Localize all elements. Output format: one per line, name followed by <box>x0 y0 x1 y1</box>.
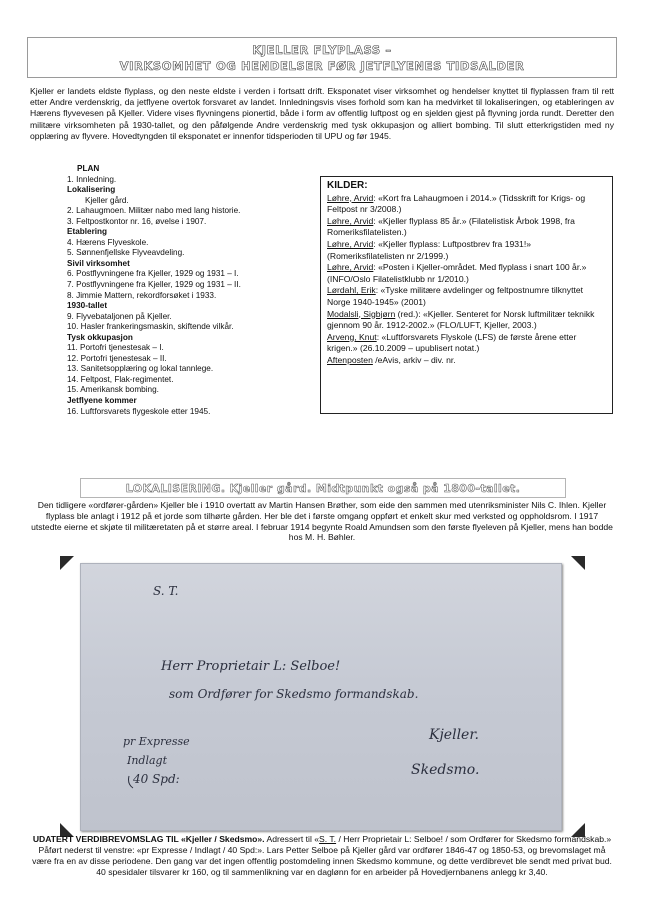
section-title-box <box>80 478 566 498</box>
source-entry <box>327 285 606 308</box>
source-author: Løhre, Arvid <box>327 238 374 249</box>
sources-entries <box>327 193 606 367</box>
cover-caption <box>30 834 614 878</box>
photo-corner <box>60 556 74 570</box>
source-author: Lørdahl, Erik <box>327 285 376 296</box>
source-entry <box>327 239 606 262</box>
source-text: /eAvis, arkiv – div. nr. <box>372 354 456 365</box>
plan-item: 4. Hærens Flyveskole. <box>67 237 149 247</box>
plan-section-heading: Etablering <box>67 227 108 237</box>
source-text: : «Luftforsvarets Flyskole (LFS) de første årene etter krigen.» (26.10.2009 – upublisert notat.) <box>327 331 577 354</box>
sources-box <box>320 176 613 414</box>
intro-paragraph: Kjeller er landets eldste flyplass, og den neste eldste i verden i fortsatt drift. Eksponatet viser virksomhet og hendelser knyttet til flyplassen fram til rett etter Andre verdenskrig, da jetflyene overtok forsvaret av landet. Innledningsvis vises forhold som kan ha medvirket til lokaliseringen, og etableringen av Hærens flyvevesen på Kjeller. Videre vises flyvningens pionertid, både i form av offentlig luftpost og en sjelden gjest på flyvning jorda rundt. Deretter den militære virksomheten på 1930-tallet, og den påfølgende Andre verdenskrig med tysk okkupasjon og alliert bombing. Til slutt etterkrigstiden med ny opplæring av flyvere. Hovedtyngden til eksponatet er innenfor tidsperioden til UPU og før 1945. <box>30 86 614 141</box>
letter-cover-image <box>80 563 562 831</box>
plan-item: 2. Lahaugmoen. Militær nabo med lang historie. <box>67 206 241 216</box>
photo-corner <box>571 556 585 570</box>
hw-place1: Kjeller. <box>429 727 479 743</box>
source-entry <box>327 309 606 332</box>
source-text: : «Kjeller flyplass 85 år.» (Filatelistisk Årbok 1998, fra Romeriksfilatelisten.) <box>327 215 575 238</box>
source-entry <box>327 332 606 355</box>
hw-place2: Skedsmo. <box>411 762 480 778</box>
source-entry <box>327 355 606 367</box>
plan-item: 15. Amerikansk bombing. <box>67 385 159 395</box>
hw-note2: Indlagt <box>127 754 168 767</box>
hw-note3: 40 Spd: <box>133 772 180 786</box>
hw-address-line1: Herr Proprietair L: Selboe! <box>161 659 341 674</box>
caption-part1: Adressert til « <box>264 834 320 844</box>
hw-st: S. T. <box>153 584 179 598</box>
caption-bold: UDATERT VERDIBREVOMSLAG TIL «Kjeller / Skedsmo». <box>32 834 265 844</box>
plan-item: 12. Portofri tjenestesak – II. <box>67 353 167 363</box>
section-paragraph: Den tidligere «ordfører-gården» Kjeller ble i 1910 overtatt av Martin Hansen Brøther, som eide den sammen med utenriksminister Nils C. Ihlen. Kjeller flyplass ble anlagt i 1912 på et jorde som tilhørte gården. Her ble det i første omgang oppført et enkelt skur med verksted og oppholdsrom. I 1917 utstedte eierne et skjøte til militæretaten på et større areal. I februar 1914 begynte Roald Amundsen som den første flyeleven på Kjeller, mens han bodde hos M. H. Bøhler. <box>31 500 613 543</box>
plan-item: 6. Postflyvningene fra Kjeller, 1929 og 1931 – I. <box>67 269 239 279</box>
plan-item: 16. Luftforsvarets flygeskole etter 1945. <box>67 406 211 416</box>
plan-item: 9. Flyvebataljonen på Kjeller. <box>67 311 172 321</box>
source-author: Løhre, Arvid <box>327 192 374 203</box>
source-author: Løhre, Arvid <box>327 262 374 273</box>
source-author: Modalsli, Sigbjørn <box>327 308 396 319</box>
source-text: (red.): «Kjeller. Senteret for Norsk luftmilitær teknikk gjennom 90 år. 1912-2002.» (FLO/LUFT, Kjeller, 2003.) <box>327 308 595 331</box>
sources-heading: KILDER: <box>327 180 368 191</box>
handwriting-svg <box>81 564 563 832</box>
plan-list <box>67 164 317 417</box>
exhibit-title-line1: KJELLER FLYPLASS – <box>252 43 392 57</box>
plan-items <box>67 175 317 418</box>
source-text: : «Kjeller flyplass: Luftpostbrev fra 1931!» (Romeriksfilatelisten nr 2/1999.) <box>327 238 531 261</box>
plan-section-heading: Lokalisering <box>67 185 116 195</box>
plan-item: 13. Sanitetsopplæring og lokal tannlege. <box>67 364 214 374</box>
plan-item: 8. Jimmie Mattern, rekordforsøket i 1933. <box>67 290 217 300</box>
source-author: Aftenposten <box>327 354 373 365</box>
plan-section-heading: Jetflyene kommer <box>67 396 137 406</box>
section-title: LOKALISERING. Kjeller gård. Midtpunkt også på 1800-tallet. <box>125 482 521 495</box>
source-entry <box>327 193 606 216</box>
plan-heading: PLAN <box>77 164 100 173</box>
plan-item: 14. Feltpost, Flak-regimentet. <box>67 374 174 384</box>
plan-item: 5. Sønnenfjellske Flyveavdeling. <box>67 248 185 258</box>
plan-item: 11. Portofri tjenestesak – I. <box>67 343 164 353</box>
caption-st: S. T. <box>319 834 337 844</box>
caption-part2: / Herr Proprietair L: Selboe! / som Ordfører for Skedsmo formandskab.» Påført nederst til venstre: «pr Expresse / Indlagt / 40 Spd:». Lars Petter Selboe på Kjeller gård var ordfører 1846-47 og 1850-53, og brevomslaget må være fra en av disse periodene. Den gang var det ingen offentlig postomdeling innen Skedsmo kommune, og dette verdibrevet ble sendt med privat bud. 40 spesidaler tilsvarer kr 160, og til sammenlikning var en daglønn for en arbeider på Hovedjernbanens anlegg kr 3,40. <box>32 834 612 877</box>
hw-address-line2: som Ordfører for Skedsmo formandskab. <box>169 687 419 701</box>
plan-item: 7. Postflyvningene fra Kjeller, 1929 og 1931 – II. <box>67 280 241 290</box>
source-text: : «Tyske militære avdelinger og feltpostnumre tilknyttet Norge 1940-1945» (2001) <box>327 285 584 307</box>
source-text: : «Kort fra Lahaugmoen i 2014.» (Tidsskrift for Krigs- og Feltpost nr 3/2008.) <box>327 192 586 215</box>
exhibit-title-box <box>27 37 617 78</box>
plan-item: 1. Innledning. <box>67 174 117 184</box>
source-entry <box>327 216 606 239</box>
exhibit-title-line2: VIRKSOMHET OG HENDELSER FØR JETFLYENES TIDSALDER <box>119 59 525 73</box>
plan-section-heading: 1930-tallet <box>67 301 108 311</box>
plan-item: 10. Hasler frankeringsmaskin, skiftende vilkår. <box>67 322 234 332</box>
plan-item: 3. Feltpostkontor nr. 16, øvelse i 1907. <box>67 216 207 226</box>
source-text: : «Posten i Kjeller-området. Med flyplass i snart 100 år.» (INFO/Oslo Filatelistklubb nr 1/2010.) <box>327 262 587 284</box>
source-author: Arveng, Knut <box>327 331 377 342</box>
hw-note1: pr Expresse <box>123 735 190 748</box>
plan-item: Kjeller gård. <box>85 195 129 205</box>
plan-section-heading: Sivil virksomhet <box>67 258 130 268</box>
source-entry <box>327 262 606 285</box>
plan-section-heading: Tysk okkupasjon <box>67 332 133 342</box>
source-author: Løhre, Arvid <box>327 215 374 226</box>
